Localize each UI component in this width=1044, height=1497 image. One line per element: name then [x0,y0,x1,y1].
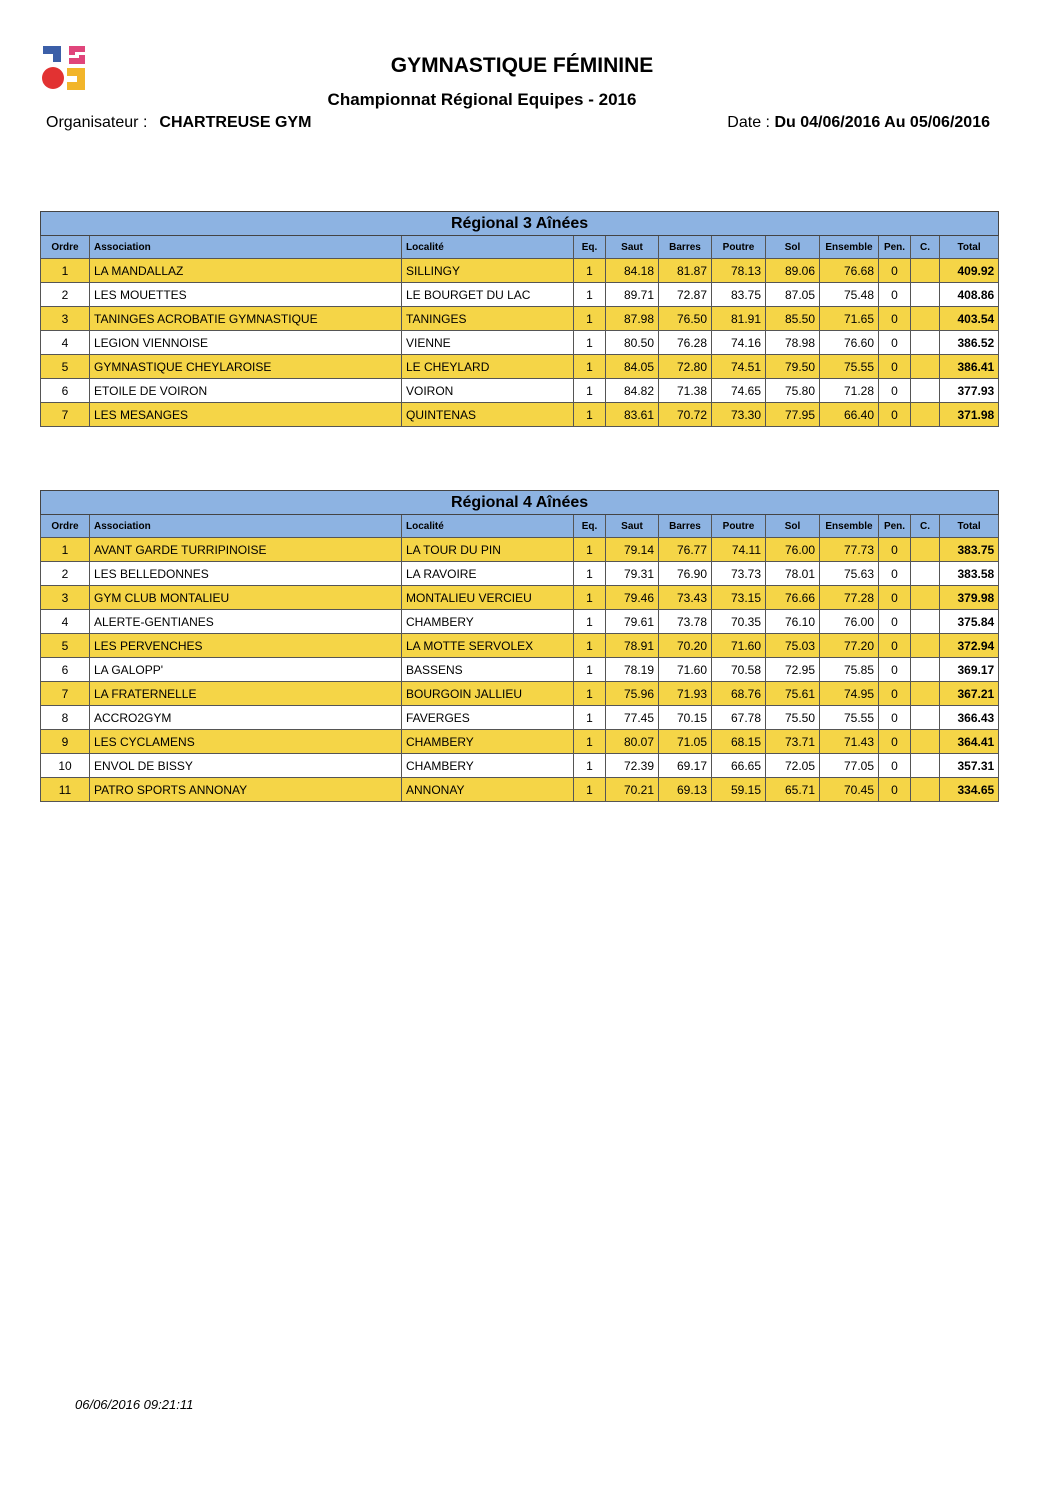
cell-poutre: 68.76 [712,682,766,706]
cell-eq: 1 [574,307,606,331]
cell-poutre: 70.35 [712,610,766,634]
cell-association: ETOILE DE VOIRON [90,379,402,403]
cell-barres: 76.77 [659,538,712,562]
cell-localite: VIENNE [402,331,574,355]
cell-eq: 1 [574,754,606,778]
column-header-eq: Eq. [574,236,606,259]
cell-sol: 85.50 [766,307,820,331]
cell-eq: 1 [574,706,606,730]
column-header-poutre: Poutre [712,236,766,259]
cell-saut: 77.45 [606,706,659,730]
column-header-barres: Barres [659,236,712,259]
cell-barres: 76.50 [659,307,712,331]
cell-pen: 0 [879,307,911,331]
cell-saut: 75.96 [606,682,659,706]
cell-poutre: 70.58 [712,658,766,682]
cell-c [911,658,940,682]
table-row [41,658,999,682]
cell-saut: 79.61 [606,610,659,634]
print-timestamp: 06/06/2016 09:21:11 [75,1397,194,1412]
cell-localite: SILLINGY [402,259,574,283]
cell-total: 357.31 [940,754,999,778]
cell-c [911,706,940,730]
cell-sol: 78.98 [766,331,820,355]
cell-c [911,778,940,802]
cell-localite: BOURGOIN JALLIEU [402,682,574,706]
cell-ensemble: 71.65 [820,307,879,331]
cell-sol: 79.50 [766,355,820,379]
page-title: GYMNASTIQUE FÉMININE [390,54,654,77]
table-row [41,562,999,586]
cell-pen: 0 [879,379,911,403]
cell-pen: 0 [879,754,911,778]
table-row [41,586,999,610]
cell-c [911,634,940,658]
cell-ordre: 9 [41,730,90,754]
cell-pen: 0 [879,562,911,586]
column-header-localite: Localité [402,515,574,538]
cell-saut: 70.21 [606,778,659,802]
cell-poutre: 71.60 [712,634,766,658]
cell-eq: 1 [574,778,606,802]
cell-sol: 72.95 [766,658,820,682]
cell-pen: 0 [879,331,911,355]
table-title: Régional 3 Aînées [41,212,999,236]
column-header-barres: Barres [659,515,712,538]
cell-barres: 73.43 [659,586,712,610]
cell-saut: 83.61 [606,403,659,427]
cell-barres: 76.90 [659,562,712,586]
cell-association: ALERTE-GENTIANES [90,610,402,634]
cell-eq: 1 [574,658,606,682]
cell-c [911,730,940,754]
date-value: Du 04/06/2016 Au 05/06/2016 [774,114,990,131]
table-row [41,307,999,331]
cell-pen: 0 [879,610,911,634]
column-header-association: Association [90,515,402,538]
cell-saut: 80.50 [606,331,659,355]
cell-ensemble: 71.43 [820,730,879,754]
column-header-association: Association [90,236,402,259]
cell-eq: 1 [574,682,606,706]
cell-poutre: 81.91 [712,307,766,331]
table-row [41,355,999,379]
cell-sol: 75.03 [766,634,820,658]
cell-barres: 72.80 [659,355,712,379]
table-row [41,403,999,427]
cell-ordre: 2 [41,562,90,586]
cell-barres: 71.38 [659,379,712,403]
cell-sol: 77.95 [766,403,820,427]
cell-localite: LE BOURGET DU LAC [402,283,574,307]
cell-total: 408.86 [940,283,999,307]
cell-total: 369.17 [940,658,999,682]
column-header-c: C. [911,515,940,538]
cell-pen: 0 [879,634,911,658]
organisateur [46,114,311,132]
cell-pen: 0 [879,355,911,379]
cell-total: 367.21 [940,682,999,706]
cell-ensemble: 77.73 [820,538,879,562]
page-subtitle: Championnat Régional Equipes - 2016 [327,90,637,109]
cell-c [911,307,940,331]
cell-pen: 0 [879,403,911,427]
cell-pen: 0 [879,706,911,730]
cell-barres: 72.87 [659,283,712,307]
cell-total: 409.92 [940,259,999,283]
cell-ensemble: 75.48 [820,283,879,307]
cell-barres: 70.72 [659,403,712,427]
cell-ordre: 5 [41,355,90,379]
column-header-pen: Pen. [879,515,911,538]
cell-total: 334.65 [940,778,999,802]
cell-saut: 84.05 [606,355,659,379]
cell-eq: 1 [574,283,606,307]
cell-eq: 1 [574,634,606,658]
cell-ensemble: 75.55 [820,706,879,730]
cell-localite: LA MOTTE SERVOLEX [402,634,574,658]
cell-localite: MONTALIEU VERCIEU [402,586,574,610]
cell-association: LES MOUETTES [90,283,402,307]
cell-barres: 69.13 [659,778,712,802]
column-header-saut: Saut [606,515,659,538]
results-table-regional-3 [40,211,999,427]
cell-ordre: 6 [41,658,90,682]
cell-ensemble: 76.00 [820,610,879,634]
cell-localite: TANINGES [402,307,574,331]
logo-blue-block [43,46,61,54]
table-row [41,682,999,706]
cell-association: LES BELLEDONNES [90,562,402,586]
cell-total: 379.98 [940,586,999,610]
cell-ensemble: 77.05 [820,754,879,778]
cell-association: PATRO SPORTS ANNONAY [90,778,402,802]
table-row [41,778,999,802]
cell-localite: LA RAVOIRE [402,562,574,586]
cell-localite: BASSENS [402,658,574,682]
cell-saut: 84.82 [606,379,659,403]
cell-eq: 1 [574,562,606,586]
cell-total: 383.58 [940,562,999,586]
cell-saut: 72.39 [606,754,659,778]
cell-association: LES PERVENCHES [90,634,402,658]
date-label: Date : [727,114,770,131]
cell-total: 377.93 [940,379,999,403]
column-header-ordre: Ordre [41,236,90,259]
cell-localite: FAVERGES [402,706,574,730]
cell-sol: 72.05 [766,754,820,778]
cell-ensemble: 77.20 [820,634,879,658]
organisateur-value: CHARTREUSE GYM [159,114,312,131]
column-header-saut: Saut [606,236,659,259]
cell-c [911,403,940,427]
column-header-total: Total [940,236,999,259]
cell-association: LA FRATERNELLE [90,682,402,706]
cell-total: 383.75 [940,538,999,562]
cell-poutre: 74.65 [712,379,766,403]
cell-pen: 0 [879,682,911,706]
table-row [41,610,999,634]
cell-poutre: 74.11 [712,538,766,562]
cell-total: 386.52 [940,331,999,355]
cell-sol: 75.80 [766,379,820,403]
cell-eq: 1 [574,403,606,427]
cell-poutre: 74.51 [712,355,766,379]
cell-barres: 73.78 [659,610,712,634]
cell-sol: 87.05 [766,283,820,307]
cell-barres: 71.05 [659,730,712,754]
cell-ordre: 6 [41,379,90,403]
cell-poutre: 68.15 [712,730,766,754]
cell-ordre: 4 [41,610,90,634]
column-header-eq: Eq. [574,515,606,538]
cell-eq: 1 [574,379,606,403]
cell-sol: 76.10 [766,610,820,634]
cell-association: LEGION VIENNOISE [90,331,402,355]
cell-barres: 71.93 [659,682,712,706]
cell-saut: 84.18 [606,259,659,283]
column-header-c: C. [911,236,940,259]
cell-poutre: 78.13 [712,259,766,283]
cell-sol: 73.71 [766,730,820,754]
cell-total: 386.41 [940,355,999,379]
table-title: Régional 4 Aînées [41,491,999,515]
cell-c [911,283,940,307]
cell-ordre: 2 [41,283,90,307]
cell-pen: 0 [879,283,911,307]
column-header-sol: Sol [766,236,820,259]
cell-association: LA GALOPP' [90,658,402,682]
cell-association: LES MESANGES [90,403,402,427]
cell-saut: 79.14 [606,538,659,562]
cell-total: 371.98 [940,403,999,427]
cell-association: ACCRO2GYM [90,706,402,730]
table-row [41,730,999,754]
column-header-ensemble: Ensemble [820,515,879,538]
table-row [41,754,999,778]
cell-localite: LA TOUR DU PIN [402,538,574,562]
cell-pen: 0 [879,586,911,610]
cell-poutre: 73.30 [712,403,766,427]
cell-ordre: 7 [41,403,90,427]
cell-ordre: 4 [41,331,90,355]
cell-ordre: 3 [41,586,90,610]
cell-ordre: 11 [41,778,90,802]
cell-ensemble: 76.68 [820,259,879,283]
cell-ordre: 7 [41,682,90,706]
table-row [41,379,999,403]
table-row [41,538,999,562]
cell-c [911,754,940,778]
cell-poutre: 59.15 [712,778,766,802]
column-header-poutre: Poutre [712,515,766,538]
cell-ordre: 10 [41,754,90,778]
cell-association: GYM CLUB MONTALIEU [90,586,402,610]
cell-saut: 80.07 [606,730,659,754]
cell-association: LES CYCLAMENS [90,730,402,754]
cell-ordre: 8 [41,706,90,730]
cell-c [911,355,940,379]
cell-association: GYMNASTIQUE CHEYLAROISE [90,355,402,379]
cell-barres: 81.87 [659,259,712,283]
table-row [41,634,999,658]
cell-saut: 87.98 [606,307,659,331]
cell-localite: CHAMBERY [402,730,574,754]
cell-sol: 65.71 [766,778,820,802]
cell-eq: 1 [574,355,606,379]
cell-sol: 75.61 [766,682,820,706]
cell-ensemble: 66.40 [820,403,879,427]
cell-ensemble: 75.63 [820,562,879,586]
organisateur-label: Organisateur : [46,114,148,131]
table-row [41,259,999,283]
cell-saut: 89.71 [606,283,659,307]
cell-barres: 76.28 [659,331,712,355]
cell-sol: 76.66 [766,586,820,610]
cell-eq: 1 [574,259,606,283]
cell-poutre: 73.15 [712,586,766,610]
cell-total: 375.84 [940,610,999,634]
cell-ensemble: 77.28 [820,586,879,610]
cell-saut: 79.31 [606,562,659,586]
cell-ordre: 1 [41,259,90,283]
results-table-regional-4 [40,490,999,802]
cell-saut: 78.19 [606,658,659,682]
cell-c [911,379,940,403]
cell-barres: 70.20 [659,634,712,658]
cell-eq: 1 [574,730,606,754]
cell-ordre: 1 [41,538,90,562]
cell-association: TANINGES ACROBATIE GYMNASTIQUE [90,307,402,331]
cell-localite: CHAMBERY [402,754,574,778]
table-row [41,706,999,730]
cell-saut: 79.46 [606,586,659,610]
cell-c [911,331,940,355]
column-header-pen: Pen. [879,236,911,259]
cell-total: 372.94 [940,634,999,658]
column-header-total: Total [940,515,999,538]
cell-pen: 0 [879,730,911,754]
cell-sol: 78.01 [766,562,820,586]
column-header-sol: Sol [766,515,820,538]
cell-poutre: 67.78 [712,706,766,730]
cell-localite: VOIRON [402,379,574,403]
cell-ensemble: 71.28 [820,379,879,403]
table-row [41,283,999,307]
cell-ordre: 3 [41,307,90,331]
cell-ordre: 5 [41,634,90,658]
column-header-ensemble: Ensemble [820,236,879,259]
cell-c [911,259,940,283]
cell-sol: 89.06 [766,259,820,283]
cell-localite: LE CHEYLARD [402,355,574,379]
cell-barres: 71.60 [659,658,712,682]
cell-poutre: 73.73 [712,562,766,586]
cell-pen: 0 [879,778,911,802]
cell-total: 364.41 [940,730,999,754]
cell-c [911,682,940,706]
table-row [41,331,999,355]
column-header-ordre: Ordre [41,515,90,538]
cell-sol: 76.00 [766,538,820,562]
cell-poutre: 66.65 [712,754,766,778]
cell-localite: QUINTENAS [402,403,574,427]
cell-association: ENVOL DE BISSY [90,754,402,778]
cell-sol: 75.50 [766,706,820,730]
cell-eq: 1 [574,610,606,634]
cell-ensemble: 76.60 [820,331,879,355]
cell-pen: 0 [879,538,911,562]
cell-total: 403.54 [940,307,999,331]
cell-c [911,538,940,562]
cell-poutre: 83.75 [712,283,766,307]
cell-pen: 0 [879,658,911,682]
cell-pen: 0 [879,259,911,283]
cell-barres: 69.17 [659,754,712,778]
cell-association: AVANT GARDE TURRIPINOISE [90,538,402,562]
cell-ensemble: 70.45 [820,778,879,802]
cell-total: 366.43 [940,706,999,730]
cell-eq: 1 [574,331,606,355]
cell-localite: ANNONAY [402,778,574,802]
cell-localite: CHAMBERY [402,610,574,634]
cell-ensemble: 74.95 [820,682,879,706]
cell-c [911,586,940,610]
cell-poutre: 74.16 [712,331,766,355]
cell-association: LA MANDALLAZ [90,259,402,283]
cell-c [911,610,940,634]
date [727,114,990,132]
cell-eq: 1 [574,538,606,562]
cell-eq: 1 [574,586,606,610]
cell-barres: 70.15 [659,706,712,730]
cell-ensemble: 75.85 [820,658,879,682]
cell-ensemble: 75.55 [820,355,879,379]
column-header-localite: Localité [402,236,574,259]
cell-c [911,562,940,586]
cell-saut: 78.91 [606,634,659,658]
